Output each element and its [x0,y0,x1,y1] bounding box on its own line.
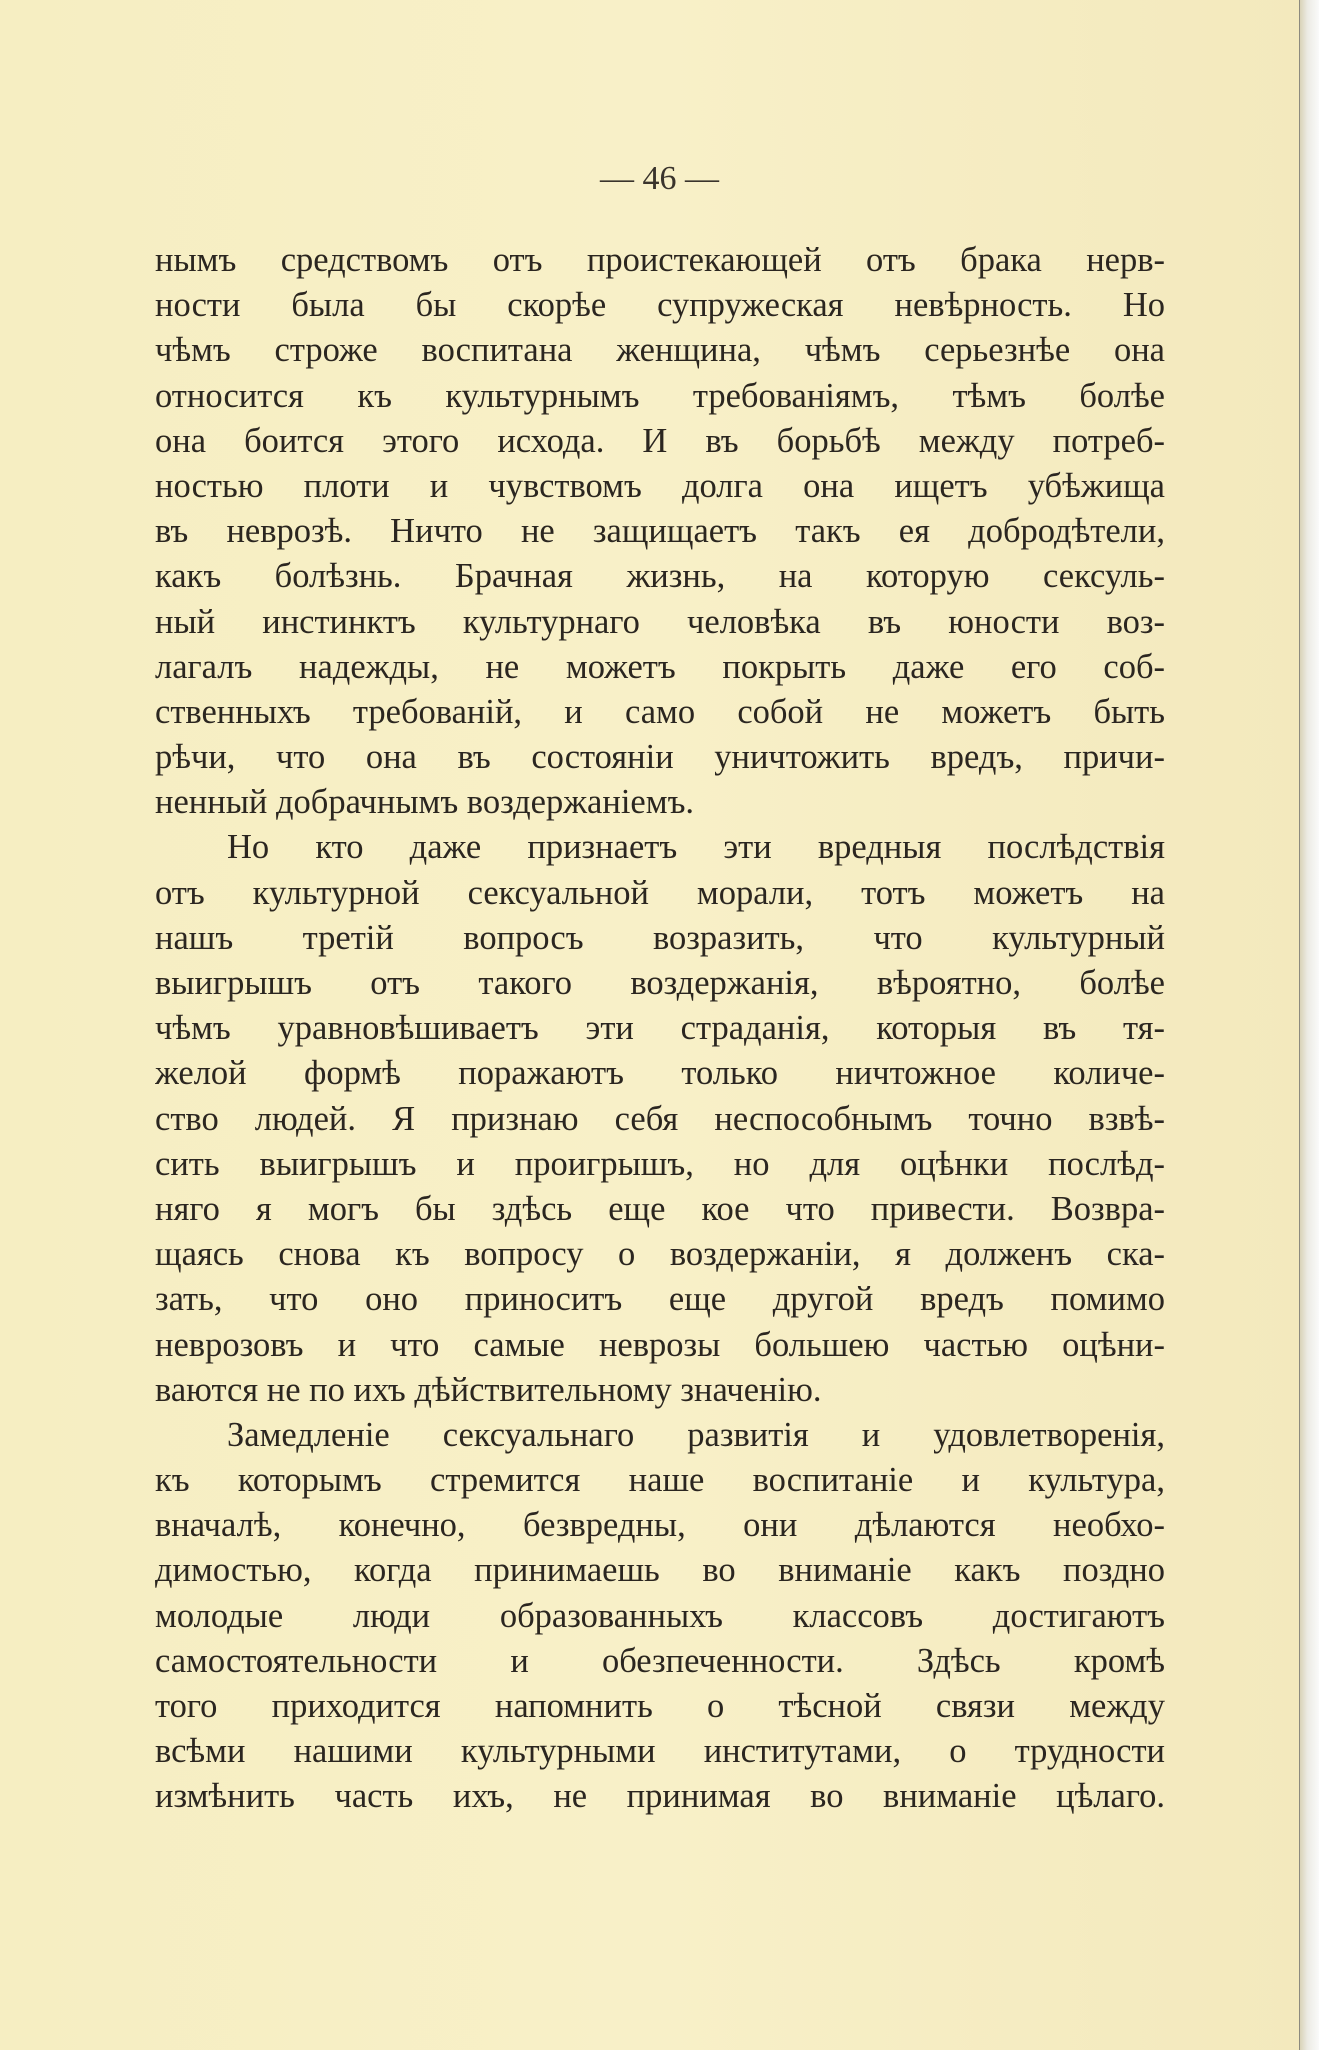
text-line: ности была бы скорѣе супружеская невѣрность. Но [155,286,1165,325]
text-line: въ неврозѣ. Ничто не защищаетъ такъ ея добродѣтели, [155,512,1165,551]
text-line: ственныхъ требованій, и само собой не можетъ быть [155,692,1165,731]
text-line: ностью плоти и чувствомъ долга она ищетъ убѣжища [155,466,1165,505]
text-line: относится къ культурнымъ требованіямъ, тѣмъ болѣе [155,376,1165,415]
text-line: зать, что оно приноситъ еще другой вредъ помимо [155,1280,1165,1319]
text-line: димостью, когда принимаешь во вниманіе какъ поздно [155,1551,1165,1590]
text-line: чѣмъ уравновѣшиваетъ эти страданія, которыя въ тя- [155,1009,1165,1048]
text-line: измѣнить часть ихъ, не принимая во вниманіе цѣлаго. [155,1777,1165,1816]
text-line: того приходится напомнить о тѣсной связи между [155,1687,1165,1725]
text-line: нымъ средствомъ отъ проистекающей отъ брака нерв- [155,241,1165,279]
body-text [155,238,1165,1820]
page-edge-margin [1300,0,1319,2050]
text-line: вначалѣ, конечно, безвредны, они дѣлаются необхо- [155,1506,1165,1545]
text-line: самостоятельности и обезпеченности. Здѣсь кромѣ [155,1641,1165,1680]
text-line: ство людей. Я признаю себя неспособнымъ точно взвѣ- [155,1099,1165,1138]
text-line: рѣчи, что она въ состояніи уничтожить вредъ, причи- [155,738,1165,777]
text-line: всѣми нашими культурными институтами, о трудности [155,1732,1165,1771]
text-line: сить выигрышъ и проигрышъ, но для оцѣнки послѣд- [155,1144,1165,1183]
paragraph-start-line: Но кто даже признаетъ эти вредныя послѣдствія [227,828,1165,867]
text-line: къ которымъ стремится наше воспитаніе и культура, [155,1461,1165,1500]
paragraph-end-line: ненный добрачнымъ воздержаніемъ. [155,783,695,822]
text-line: неврозовъ и что самые неврозы большею частью оцѣни- [155,1325,1165,1364]
paragraph-start-line: Замедленіе сексуальнаго развитія и удовлетворенія, [227,1415,1165,1454]
text-line: лагалъ надежды, не можетъ покрыть даже его соб- [155,647,1165,686]
text-line: какъ болѣзнь. Брачная жизнь, на которую сексуль- [155,557,1165,596]
text-line: щаясь снова къ вопросу о воздержаніи, я долженъ ска- [155,1235,1165,1274]
text-line: молодые люди образованныхъ классовъ достигаютъ [155,1596,1165,1635]
text-line: желой формѣ поражаютъ только ничтожное количе- [155,1054,1165,1093]
page-number: — 46 — [600,160,719,197]
text-line: выигрышъ отъ такого воздержанія, вѣроятно, болѣе [155,964,1165,1002]
text-line: отъ культурной сексуальной морали, тотъ можетъ на [155,873,1165,912]
text-line: чѣмъ строже воспитана женщина, чѣмъ серьезнѣе она [155,331,1165,370]
text-line: она боится этого исхода. И въ борьбѣ между потреб- [155,421,1165,460]
text-line: нашъ третій вопросъ возразить, что культурный [155,918,1165,957]
text-line: няго я могъ бы здѣсь еще кое что привести. Возвра- [155,1189,1165,1228]
text-line: ный инстинктъ культурнаго человѣка въ юности воз- [155,602,1165,641]
paragraph-end-line: ваются не по ихъ дѣйствительному значенію. [155,1370,822,1409]
